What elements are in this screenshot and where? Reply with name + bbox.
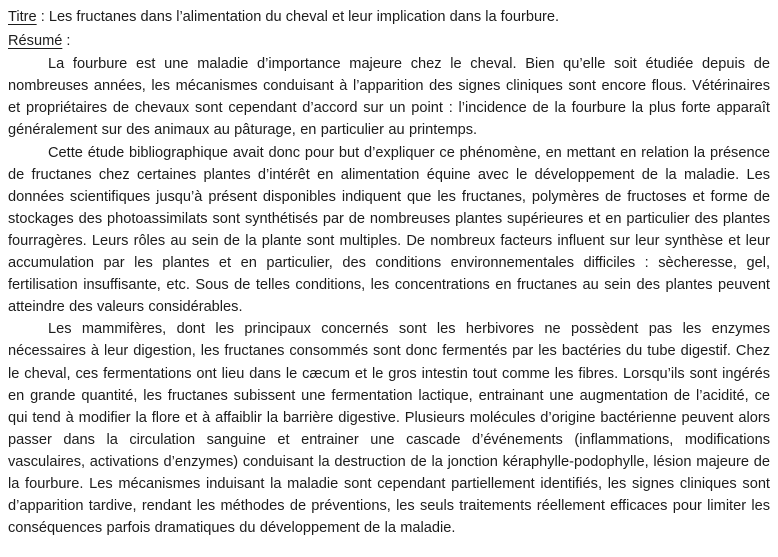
resume-line	[8, 30, 770, 52]
title-line	[8, 6, 770, 28]
title-label: Titre	[8, 9, 37, 25]
title-separator: :	[36, 9, 49, 25]
title-text: Les fructanes dans l’alimentation du cheval et leur implication dans la fourbure.	[48, 9, 560, 25]
resume-label: Résumé	[8, 33, 63, 50]
resume-separator: :	[62, 33, 71, 50]
paragraph-1: La fourbure est une maladie d’importance majeure chez le cheval. Bien qu’elle soit étudiée depuis de nombreuses années, les mécanismes conduisant à l’apparition des signes cliniques sont encore flous. Vétérinaires et propriétaires de chevaux sont cependant d’accord sur un point : l’incidence de la fourbure la plus forte apparaît généralement sur des animaux au pâturage, en particulier au printemps.	[8, 56, 770, 139]
paragraph-3: Les mammifères, dont les principaux concernés sont les herbivores ne possèdent pas les enzymes nécessaires à leur digestion, les fructanes consommés sont donc fermentés par les bactéries du tube digestif. Chez le cheval, ces fermentations ont lieu dans le cæcum et le gros intestin tout comme les fibres. Lorsqu’ils sont ingérés en grande quantité, les fructanes subissent une fermentation lactique, entrainant une augmentation de l’acidité, ce qui tend à modifier la flore et à affaiblir la barrière digestive. Plusieurs molécules d’origine bactérienne peuvent alors passer dans la circulation sanguine et entrainer une cascade d’événements (inflammations, modifications vasculaires, activations d’enzymes) conduisant la destruction de la jonction kéraphylle-podophylle, lésion majeure de la fourbure. Les mécanismes induisant la maladie sont cependant partiellement identifiés, les signes cliniques sont d’apparition tardive, rendant les méthodes de préventions, les seuls traitements réellement efficaces pour limiter les conséquences parfois dramatiques du développement de la maladie.	[8, 321, 770, 537]
paragraph-2: Cette étude bibliographique avait donc pour but d’expliquer ce phénomène, en mettant en relation la présence de fructanes chez certaines plantes d’intérêt en alimentation équine avec le développement de la maladie. Les données scientifiques jusqu’à présent disponibles indiquent que les fructanes, polymères de fructoses et forme de stockages des photoassimilats sont synthétisés par de nombreuses plantes supérieures et en particulier des plantes fourragères. Leurs rôles au sein de la plante sont multiples. De nombreux facteurs influent sur leur synthèse et leur accumulation par les plantes et en particulier, des conditions environnementales difficiles : sècheresse, gel, fertilisation insuffisante, etc. Sous de telles conditions, les concentrations en fructanes au sein des plantes peuvent atteindre des valeurs considérables.	[8, 144, 770, 316]
